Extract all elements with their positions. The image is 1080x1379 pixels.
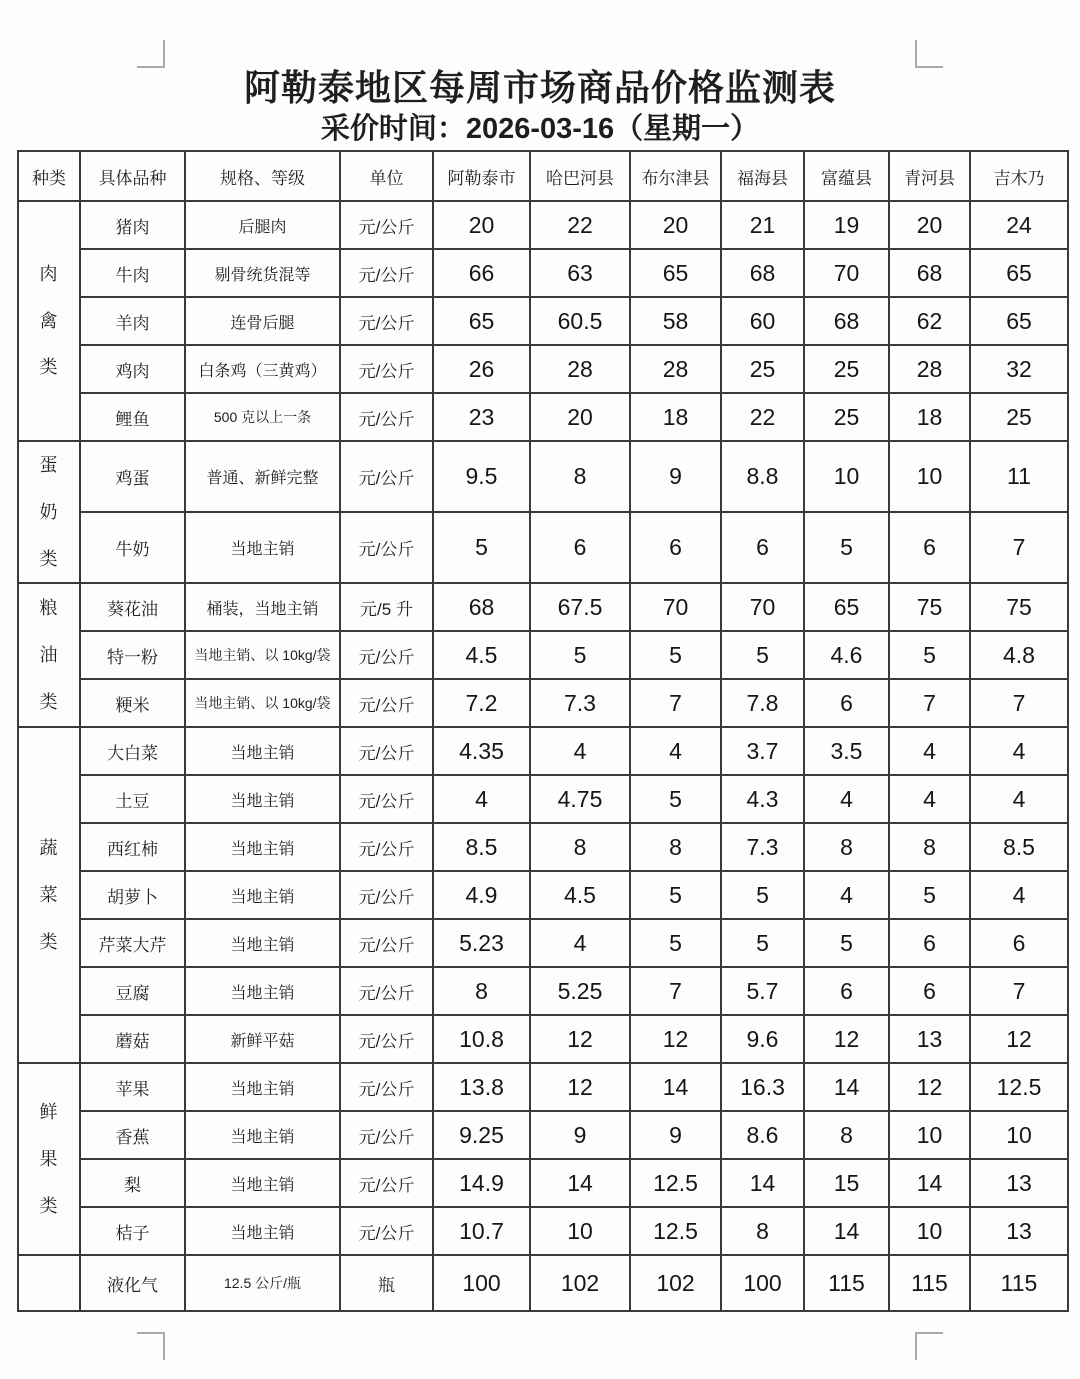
price-cell: 4 — [970, 775, 1068, 823]
table-row — [18, 393, 1068, 441]
price-cell: 9 — [530, 1111, 630, 1159]
price-cell: 4 — [433, 775, 530, 823]
price-cell: 65 — [630, 249, 721, 297]
price-cell: 102 — [530, 1255, 630, 1311]
item-cell: 香蕉 — [80, 1111, 185, 1159]
price-cell: 10 — [889, 1207, 970, 1255]
column-header-6: 布尔津县 — [630, 151, 721, 201]
price-cell: 5 — [889, 631, 970, 679]
price-cell: 22 — [721, 393, 804, 441]
table-row — [18, 775, 1068, 823]
price-cell: 20 — [530, 393, 630, 441]
price-cell: 4 — [804, 775, 889, 823]
price-cell: 14 — [530, 1159, 630, 1207]
table-row — [18, 823, 1068, 871]
price-cell: 10 — [889, 441, 970, 512]
item-cell: 猪肉 — [80, 201, 185, 249]
unit-cell: 元/公斤 — [340, 919, 433, 967]
column-header-3: 单位 — [340, 151, 433, 201]
item-cell: 牛肉 — [80, 249, 185, 297]
price-cell: 28 — [889, 345, 970, 393]
crop-mark-bottom-right — [915, 1332, 943, 1360]
price-cell: 4 — [889, 727, 970, 775]
table-row — [18, 345, 1068, 393]
price-cell: 11 — [970, 441, 1068, 512]
price-cell: 70 — [804, 249, 889, 297]
price-cell: 4.5 — [433, 631, 530, 679]
spec-cell: 当地主销、以 10kg/袋 — [185, 679, 340, 727]
spec-cell: 12.5 公斤/瓶 — [185, 1255, 340, 1311]
spec-cell: 当地主销 — [185, 871, 340, 919]
column-header-2: 规格、等级 — [185, 151, 340, 201]
price-cell: 21 — [721, 201, 804, 249]
price-cell: 9.25 — [433, 1111, 530, 1159]
price-cell: 10 — [889, 1111, 970, 1159]
price-cell: 13 — [970, 1159, 1068, 1207]
table-row — [18, 297, 1068, 345]
price-cell: 9 — [630, 441, 721, 512]
spec-cell: 连骨后腿 — [185, 297, 340, 345]
item-cell: 粳米 — [80, 679, 185, 727]
unit-cell: 元/公斤 — [340, 1159, 433, 1207]
category-label: 蛋奶类 — [39, 455, 59, 569]
price-cell: 13 — [970, 1207, 1068, 1255]
price-cell: 8 — [804, 1111, 889, 1159]
price-cell: 6 — [630, 512, 721, 583]
price-cell: 5 — [721, 871, 804, 919]
page-title: 阿勒泰地区每周市场商品价格监测表 — [243, 67, 836, 108]
price-cell: 25 — [721, 345, 804, 393]
price-cell: 5 — [721, 631, 804, 679]
price-cell: 10 — [804, 441, 889, 512]
price-cell: 4.3 — [721, 775, 804, 823]
price-cell: 4.9 — [433, 871, 530, 919]
item-cell: 芹菜大芹 — [80, 919, 185, 967]
price-cell: 58 — [630, 297, 721, 345]
table-row — [18, 631, 1068, 679]
price-cell: 7 — [630, 679, 721, 727]
spec-cell: 后腿肉 — [185, 201, 340, 249]
unit-cell: 元/公斤 — [340, 1111, 433, 1159]
price-cell: 10 — [530, 1207, 630, 1255]
item-cell: 西红柿 — [80, 823, 185, 871]
price-cell: 19 — [804, 201, 889, 249]
item-cell: 大白菜 — [80, 727, 185, 775]
spec-cell: 当地主销 — [185, 1111, 340, 1159]
item-cell: 鸡肉 — [80, 345, 185, 393]
price-cell: 8.5 — [433, 823, 530, 871]
unit-cell: 元/公斤 — [340, 679, 433, 727]
price-cell: 6 — [804, 967, 889, 1015]
price-cell: 5 — [804, 919, 889, 967]
price-cell: 12 — [889, 1063, 970, 1111]
price-cell: 25 — [804, 345, 889, 393]
price-cell: 8 — [433, 967, 530, 1015]
price-cell: 100 — [433, 1255, 530, 1311]
price-cell: 4 — [530, 919, 630, 967]
price-cell: 12 — [530, 1015, 630, 1063]
column-header-8: 富蕴县 — [804, 151, 889, 201]
price-cell: 65 — [433, 297, 530, 345]
unit-cell: 元/公斤 — [340, 967, 433, 1015]
spec-cell: 当地主销 — [185, 1159, 340, 1207]
table-row — [18, 967, 1068, 1015]
unit-cell: 元/公斤 — [340, 727, 433, 775]
item-cell: 特一粉 — [80, 631, 185, 679]
price-cell: 4 — [530, 727, 630, 775]
table-row — [18, 441, 1068, 512]
table-row — [18, 1207, 1068, 1255]
price-cell: 7 — [630, 967, 721, 1015]
unit-cell: 元/公斤 — [340, 631, 433, 679]
price-cell: 14 — [889, 1159, 970, 1207]
price-cell: 60.5 — [530, 297, 630, 345]
price-cell: 8 — [721, 1207, 804, 1255]
price-cell: 65 — [970, 249, 1068, 297]
column-header-10: 吉木乃 — [970, 151, 1068, 201]
price-cell: 20 — [630, 201, 721, 249]
price-cell: 10.8 — [433, 1015, 530, 1063]
price-cell: 102 — [630, 1255, 721, 1311]
table-row — [18, 679, 1068, 727]
spec-cell: 当地主销 — [185, 1063, 340, 1111]
category-cell — [18, 441, 80, 583]
price-cell: 5 — [630, 919, 721, 967]
price-cell: 6 — [889, 919, 970, 967]
unit-cell: 元/公斤 — [340, 201, 433, 249]
price-cell: 18 — [889, 393, 970, 441]
price-cell: 7 — [970, 512, 1068, 583]
price-cell: 5 — [889, 871, 970, 919]
column-header-9: 青河县 — [889, 151, 970, 201]
price-cell: 6 — [889, 512, 970, 583]
table-row — [18, 1063, 1068, 1111]
price-cell: 12.5 — [970, 1063, 1068, 1111]
price-cell: 62 — [889, 297, 970, 345]
price-cell: 8 — [530, 823, 630, 871]
item-cell: 桔子 — [80, 1207, 185, 1255]
item-cell: 牛奶 — [80, 512, 185, 583]
item-cell: 梨 — [80, 1159, 185, 1207]
item-cell: 鸡蛋 — [80, 441, 185, 512]
price-cell: 4 — [889, 775, 970, 823]
price-cell: 9 — [630, 1111, 721, 1159]
price-cell: 14 — [804, 1207, 889, 1255]
price-cell: 7.3 — [530, 679, 630, 727]
spec-cell: 桶装，当地主销 — [185, 583, 340, 631]
price-cell: 15 — [804, 1159, 889, 1207]
price-cell: 4.5 — [530, 871, 630, 919]
price-cell: 5.7 — [721, 967, 804, 1015]
price-cell: 9.6 — [721, 1015, 804, 1063]
spec-cell: 当地主销 — [185, 727, 340, 775]
price-cell: 70 — [630, 583, 721, 631]
spec-cell: 当地主销 — [185, 823, 340, 871]
table-row — [18, 1159, 1068, 1207]
spec-cell: 当地主销 — [185, 1207, 340, 1255]
price-cell: 5 — [630, 871, 721, 919]
price-cell: 67.5 — [530, 583, 630, 631]
item-cell: 羊肉 — [80, 297, 185, 345]
table-row — [18, 727, 1068, 775]
price-cell: 12 — [970, 1015, 1068, 1063]
price-cell: 115 — [889, 1255, 970, 1311]
unit-cell: 元/公斤 — [340, 775, 433, 823]
price-cell: 4 — [630, 727, 721, 775]
column-header-1: 具体品种 — [80, 151, 185, 201]
price-cell: 12 — [630, 1015, 721, 1063]
price-cell: 12 — [530, 1063, 630, 1111]
table-row — [18, 201, 1068, 249]
price-cell: 100 — [721, 1255, 804, 1311]
spec-cell: 剔骨统货混等 — [185, 249, 340, 297]
spec-cell: 当地主销 — [185, 775, 340, 823]
price-cell: 14.9 — [433, 1159, 530, 1207]
price-cell: 8 — [804, 823, 889, 871]
spec-cell: 500 克以上一条 — [185, 393, 340, 441]
price-cell: 4.35 — [433, 727, 530, 775]
price-cell: 28 — [630, 345, 721, 393]
column-header-0: 种类 — [18, 151, 80, 201]
spec-cell: 白条鸡（三黄鸡） — [185, 345, 340, 393]
price-table — [17, 150, 1069, 1312]
item-cell: 苹果 — [80, 1063, 185, 1111]
price-cell: 8.8 — [721, 441, 804, 512]
item-cell: 鲤鱼 — [80, 393, 185, 441]
spec-cell: 新鲜平菇 — [185, 1015, 340, 1063]
price-cell: 7.3 — [721, 823, 804, 871]
price-cell: 5 — [630, 631, 721, 679]
price-cell: 8 — [630, 823, 721, 871]
spec-cell: 当地主销 — [185, 512, 340, 583]
category-label: 蔬菜类 — [39, 838, 59, 952]
price-cell: 5 — [721, 919, 804, 967]
price-cell: 23 — [433, 393, 530, 441]
price-cell: 7 — [970, 967, 1068, 1015]
price-cell: 65 — [804, 583, 889, 631]
unit-cell: 元/公斤 — [340, 249, 433, 297]
price-cell: 8 — [889, 823, 970, 871]
unit-cell: 元/公斤 — [340, 1207, 433, 1255]
spec-cell: 当地主销 — [185, 967, 340, 1015]
price-cell: 7 — [889, 679, 970, 727]
price-cell: 70 — [721, 583, 804, 631]
unit-cell: 元/公斤 — [340, 823, 433, 871]
price-cell: 66 — [433, 249, 530, 297]
category-cell — [18, 201, 80, 441]
unit-cell: 元/公斤 — [340, 345, 433, 393]
price-cell: 60 — [721, 297, 804, 345]
price-cell: 68 — [433, 583, 530, 631]
table-row — [18, 1111, 1068, 1159]
price-cell: 4.75 — [530, 775, 630, 823]
price-cell: 4 — [970, 727, 1068, 775]
price-cell: 6 — [889, 967, 970, 1015]
price-cell: 14 — [804, 1063, 889, 1111]
price-cell: 14 — [721, 1159, 804, 1207]
price-cell: 6 — [804, 679, 889, 727]
price-cell: 12.5 — [630, 1207, 721, 1255]
price-cell: 4.6 — [804, 631, 889, 679]
price-cell: 6 — [530, 512, 630, 583]
price-cell: 115 — [970, 1255, 1068, 1311]
item-cell: 土豆 — [80, 775, 185, 823]
price-cell: 22 — [530, 201, 630, 249]
price-cell: 3.7 — [721, 727, 804, 775]
price-cell: 12 — [804, 1015, 889, 1063]
table-row — [18, 583, 1068, 631]
report-date: 采价时间：2026-03-16（星期一） — [320, 113, 760, 145]
price-cell: 75 — [970, 583, 1068, 631]
header-row — [18, 151, 1068, 201]
price-cell: 115 — [804, 1255, 889, 1311]
price-cell: 6 — [970, 919, 1068, 967]
price-cell: 5 — [630, 775, 721, 823]
unit-cell: 瓶 — [340, 1255, 433, 1311]
price-cell: 13.8 — [433, 1063, 530, 1111]
price-cell: 18 — [630, 393, 721, 441]
category-cell — [18, 583, 80, 727]
spec-cell: 当地主销 — [185, 919, 340, 967]
price-cell: 7.8 — [721, 679, 804, 727]
price-cell: 25 — [804, 393, 889, 441]
column-header-4: 阿勒泰市 — [433, 151, 530, 201]
table-row — [18, 512, 1068, 583]
item-cell: 葵花油 — [80, 583, 185, 631]
price-cell: 5 — [804, 512, 889, 583]
category-cell — [18, 1063, 80, 1255]
price-cell: 20 — [889, 201, 970, 249]
unit-cell: 元/公斤 — [340, 441, 433, 512]
price-cell: 16.3 — [721, 1063, 804, 1111]
price-cell: 10 — [970, 1111, 1068, 1159]
table-row — [18, 919, 1068, 967]
unit-cell: 元/5 升 — [340, 583, 433, 631]
price-cell: 5 — [530, 631, 630, 679]
price-cell: 13 — [889, 1015, 970, 1063]
price-cell: 10.7 — [433, 1207, 530, 1255]
price-cell: 14 — [630, 1063, 721, 1111]
unit-cell: 元/公斤 — [340, 297, 433, 345]
price-cell: 63 — [530, 249, 630, 297]
column-header-7: 福海县 — [721, 151, 804, 201]
price-cell: 8.6 — [721, 1111, 804, 1159]
unit-cell: 元/公斤 — [340, 512, 433, 583]
price-cell: 5.23 — [433, 919, 530, 967]
price-cell: 9.5 — [433, 441, 530, 512]
unit-cell: 元/公斤 — [340, 1063, 433, 1111]
spec-cell: 普通、新鲜完整 — [185, 441, 340, 512]
unit-cell: 元/公斤 — [340, 393, 433, 441]
table-row — [18, 1015, 1068, 1063]
price-cell: 4 — [970, 871, 1068, 919]
price-cell: 12.5 — [630, 1159, 721, 1207]
price-cell: 3.5 — [804, 727, 889, 775]
table-row — [18, 871, 1068, 919]
price-cell: 7 — [970, 679, 1068, 727]
unit-cell: 元/公斤 — [340, 1015, 433, 1063]
category-label: 肉禽类 — [39, 263, 59, 378]
price-cell: 68 — [889, 249, 970, 297]
table-row — [18, 1255, 1068, 1311]
item-cell: 蘑菇 — [80, 1015, 185, 1063]
price-cell: 8.5 — [970, 823, 1068, 871]
price-cell: 4 — [804, 871, 889, 919]
category-cell — [18, 1255, 80, 1311]
price-cell: 26 — [433, 345, 530, 393]
price-cell: 75 — [889, 583, 970, 631]
item-cell: 液化气 — [80, 1255, 185, 1311]
column-header-5: 哈巴河县 — [530, 151, 630, 201]
table-row — [18, 249, 1068, 297]
price-cell: 32 — [970, 345, 1068, 393]
price-cell: 68 — [721, 249, 804, 297]
price-cell: 4.8 — [970, 631, 1068, 679]
price-cell: 68 — [804, 297, 889, 345]
unit-cell: 元/公斤 — [340, 871, 433, 919]
category-cell — [18, 727, 80, 1063]
price-cell: 7.2 — [433, 679, 530, 727]
price-cell: 20 — [433, 201, 530, 249]
price-cell: 65 — [970, 297, 1068, 345]
price-cell: 5.25 — [530, 967, 630, 1015]
price-cell: 6 — [721, 512, 804, 583]
price-cell: 8 — [530, 441, 630, 512]
item-cell: 胡萝卜 — [80, 871, 185, 919]
price-cell: 25 — [970, 393, 1068, 441]
category-label: 鲜果类 — [39, 1102, 59, 1216]
price-cell: 5 — [433, 512, 530, 583]
category-label: 粮油类 — [39, 598, 59, 712]
item-cell: 豆腐 — [80, 967, 185, 1015]
price-cell: 28 — [530, 345, 630, 393]
price-cell: 24 — [970, 201, 1068, 249]
spec-cell: 当地主销、以 10kg/袋 — [185, 631, 340, 679]
crop-mark-bottom-left — [137, 1332, 165, 1360]
